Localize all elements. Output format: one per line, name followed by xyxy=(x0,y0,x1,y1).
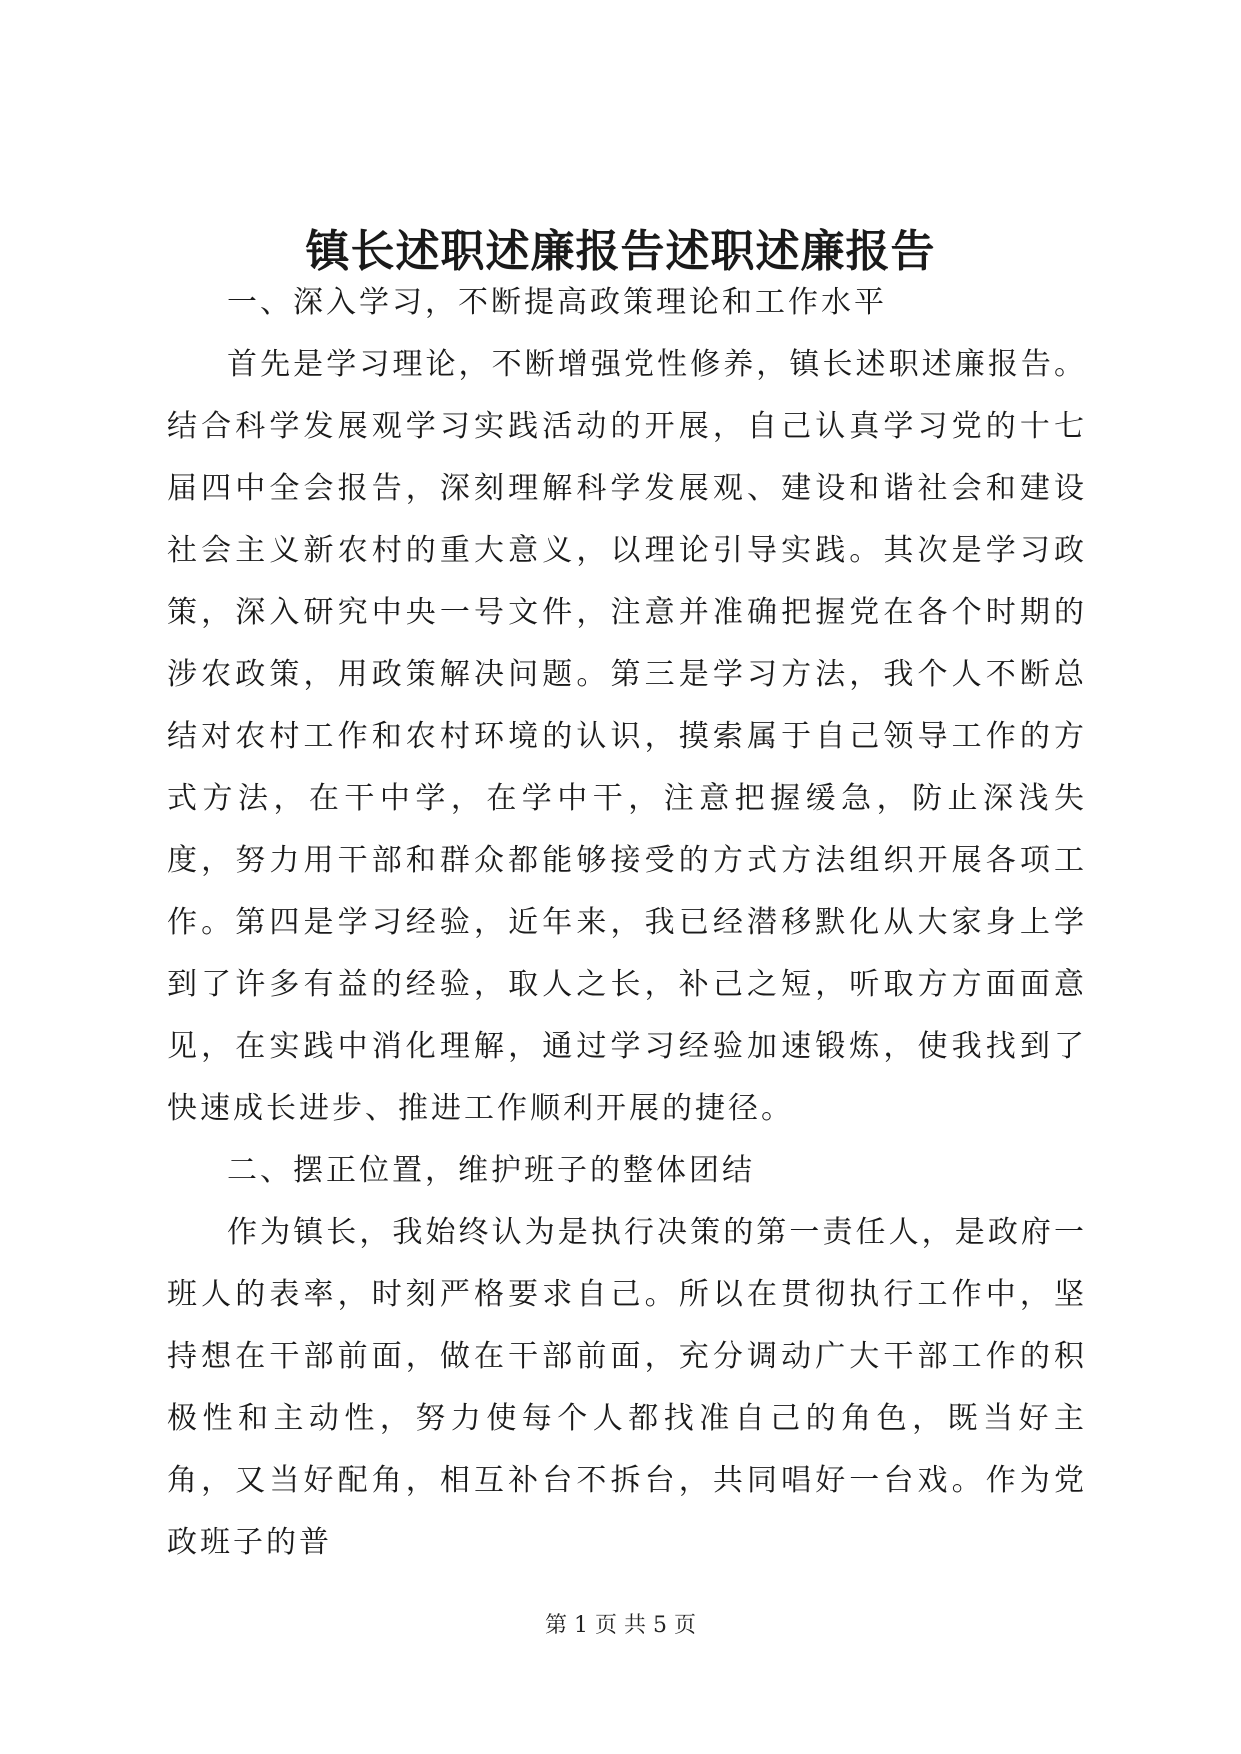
page-number-footer: 第 1 页 共 5 页 xyxy=(545,1613,696,1638)
document-body xyxy=(167,272,1087,1574)
body-paragraph: 作为镇长，我始终认为是执行决策的第一责任人，是政府一班人的表率，时刻严格要求自己。所以在贯彻执行工作中，坚持想在干部前面，做在干部前面，充分调动广大干部工作的积极性和主动性，努力使每个人都找准自己的角色，既当好主角，又当好配角，相互补台不拆台，共同唱好一台戏。作为党政班子的普 xyxy=(167,1215,1087,1560)
body-paragraph: 首先是学习理论，不断增强党性修养，镇长述职述廉报告。结合科学发展观学习实践活动的开展，自己认真学习党的十七届四中全会报告，深刻理解科学发展观、建设和谐社会和建设社会主义新农村的重大意义，以理论引导实践。其次是学习政策，深入研究中央一号文件，注意并准确把握党在各个时期的涉农政策，用政策解决问题。第三是学习方法，我个人不断总结对农村工作和农村环境的认识，摸索属于自己领导工作的方式方法，在干中学，在学中干，注意把握缓急，防止深浅失度，努力用干部和群众都能够接受的方式方法组织开展各项工作。第四是学习经验，近年来，我已经潜移默化从大家身上学到了许多有益的经验，取人之长，补己之短，听取方方面面意见，在实践中消化理解，通过学习经验加速锻炼，使我找到了快速成长进步、推进工作顺利开展的捷径。 xyxy=(167,347,1087,1126)
section-heading: 二、摆正位置，维护班子的整体团结 xyxy=(227,1153,755,1188)
document-title: 镇长述职述廉报告述职述廉报告 xyxy=(305,226,936,277)
section-heading: 一、深入学习，不断提高政策理论和工作水平 xyxy=(227,285,887,320)
